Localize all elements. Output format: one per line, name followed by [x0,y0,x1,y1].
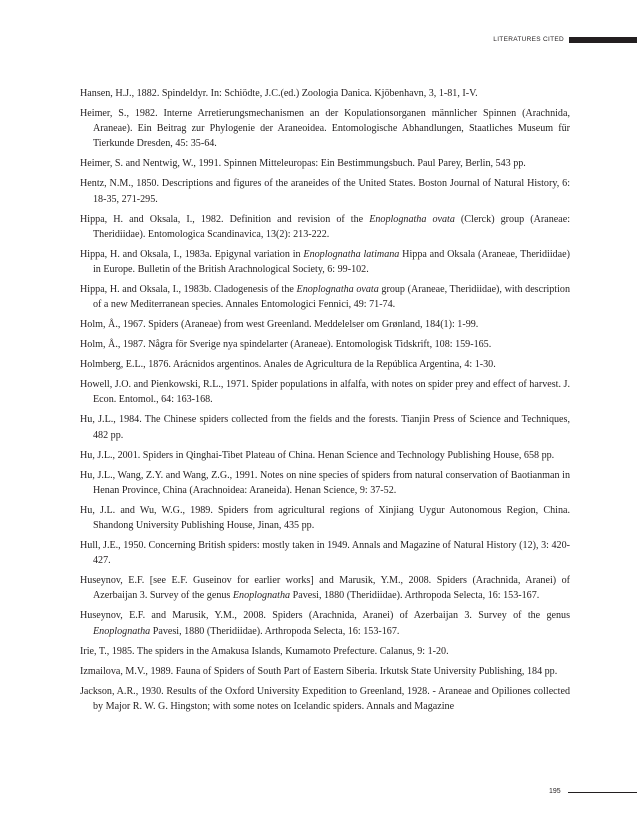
reference-text: Hansen, H.J., 1882. Spindeldyr. In: Schiödte, J.C.(ed.) Zoologia Danica. Kjöbenhavn, 3, 1-81, I-V. [80,88,478,99]
reference-text: Izmailova, M.V., 1989. Fauna of Spiders of South Part of Eastern Siberia. Irkutsk State University Publishing, 184 pp. [80,665,558,677]
footer-rule [568,792,637,793]
reference-entry [80,337,570,352]
reference-text: Heimer, S. and Nentwig, W., 1991. Spinnen Mitteleuropas: Ein Bestimmungsbuch. Paul Parey, Berlin, 543 pp. [80,158,526,170]
reference-entry [80,212,570,242]
reference-text: Pavesi, 1880 (Theridiidae). Arthropoda Selecta, 16: 153-167. [150,625,400,637]
reference-text: Hull, J.E., 1950. Concerning British spiders: mostly taken in 1949. Annals and Magazine of Natural History (12), 3: 420-427. [80,540,570,567]
reference-list [80,86,570,719]
reference-entry [80,538,570,568]
reference-text: (Clerck) group (Araneae: Theridiidae). Entomologica Scandinavica, 13(2): 213-222. [93,213,571,240]
reference-entry [80,377,570,407]
reference-text: Jackson, A.R., 1930. Results of the Oxford University Expedition to Greenland, 1928. - Araneae and Opiliones collected by Major R. W. G. Hingston; with some notes on Icelandic spiders. Annals and Magazine [80,685,570,712]
reference-entry [80,176,570,206]
reference-text: Hu, J.L. and Wu, W.G., 1989. Spiders from agricultural regions of Xinjiang Uygur Autonomous Region, China. Shandong University Publishing House, Jinan, 435 pp. [80,504,570,532]
page-footer [500,787,637,799]
reference-entry [80,412,570,442]
taxon-name: Enoplognatha ovata [296,284,379,296]
reference-text: Hippa, H. and Oksala, I., 1983b. Cladogenesis of the [80,284,297,296]
taxon-name: Enoplognatha latimana [303,248,400,260]
reference-entry [80,357,570,372]
reference-text: Holm, Å., 1967. Spiders (Araneae) from west Greenland. Meddelelser om Grønland, 184(1): 1-99. [80,319,479,331]
reference-text: Hu, J.L., 1984. The Chinese spiders collected from the fields and the forests. Tianjin Press of Science and Techniques, 482 pp. [80,414,570,441]
reference-text: Hippa and Oksala (Araneae, Theridiidae) in Europe. Bulletin of the British Arachnological Society, 6: 99-102. [93,248,570,276]
reference-entry [80,247,570,277]
reference-text: Heimer, S., 1982. Interne Arretierungsmechanismen an der Kopulationsorganen männlicher Spinnen (Arachnida, Araneae). Ein Beitrag zur Phylogenie der Araneoidea. Entomologische Abhandlungen, Staatliches Museum für Tierkunde Dresden, 45: 35-64. [80,108,570,150]
reference-text: Huseynov, E.F. [see E.F. Guseinov for earlier works] and Marusik, Y.M., 2008. Spiders (Arachnida, Aranei) of Azerbaijan 3. Survey of the genus [80,575,570,602]
section-title: LITERATURES CITED [493,36,564,43]
running-header [440,35,637,47]
taxon-name: Enoplognatha [93,625,151,637]
reference-text: Hu, J.L., Wang, Z.Y. and Wang, Z.G., 1991. Notes on nine species of spiders from natural conservation of Baotianman in Henan Province, China (Arachnoidea: Araneida). Henan Science, 9: 37-52. [80,469,570,496]
reference-text: Irie, T., 1985. The spiders in the Amakusa Islands, Kumamoto Prefecture. Calanus, 9: 1-20. [80,645,449,657]
reference-entry [80,503,570,533]
reference-text: group (Araneae, Theridiidae), with description of a new Mediterranean species. Annales Entomologici Fennici, 49: 71-74. [93,284,570,311]
reference-text: Hentz, N.M., 1850. Descriptions and figures of the araneides of the United States. Boston Journal of Natural History, 6: 18-35, 271-295. [80,178,570,205]
taxon-name: Enoplognatha ovata [369,213,455,225]
header-bar [569,37,637,43]
reference-entry [80,106,570,152]
reference-entry [80,448,570,463]
reference-text: Howell, J.O. and Pienkowski, R.L., 1971. Spider populations in alfalfa, with notes on spider prey and effect of harvest. J. Econ. Entomol., 64: 163-168. [80,379,570,406]
reference-entry [80,664,570,679]
reference-text: Holmberg, E.L., 1876. Arácnidos argentinos. Anales de Agricultura de la República Argentina, 4: 1-30. [80,359,496,371]
reference-entry [80,608,570,638]
reference-entry [80,573,570,603]
reference-text: Holm, Å., 1987. Några för Sverige nya spindelarter (Araneae). Entomologisk Tidskrift, 108: 159-165. [80,339,492,351]
reference-entry [80,684,570,714]
reference-entry [80,282,570,312]
taxon-name: Enoplognatha [232,590,291,602]
reference-text: Huseynov, E.F. and Marusik, Y.M., 2008. Spiders (Arachnida, Aranei) of Azerbaijan 3. Survey of the genus [80,610,570,622]
reference-text: Hippa, H. and Oksala, I., 1983a. Epigynal variation in [80,248,304,260]
reference-entry [80,468,570,498]
page-number: 195 [549,788,561,795]
reference-text: Hippa, H. and Oksala, I., 1982. Definition and revision of the [80,213,370,225]
reference-text: Pavesi, 1880 (Theridiidae). Arthropoda Selecta, 16: 153-167. [290,590,540,602]
reference-entry [80,644,570,659]
reference-entry [80,86,570,101]
reference-text: Hu, J.L., 2001. Spiders in Qinghai-Tibet Plateau of China. Henan Science and Technology Publishing House, 658 pp. [80,449,555,461]
reference-entry [80,156,570,171]
reference-entry [80,317,570,332]
